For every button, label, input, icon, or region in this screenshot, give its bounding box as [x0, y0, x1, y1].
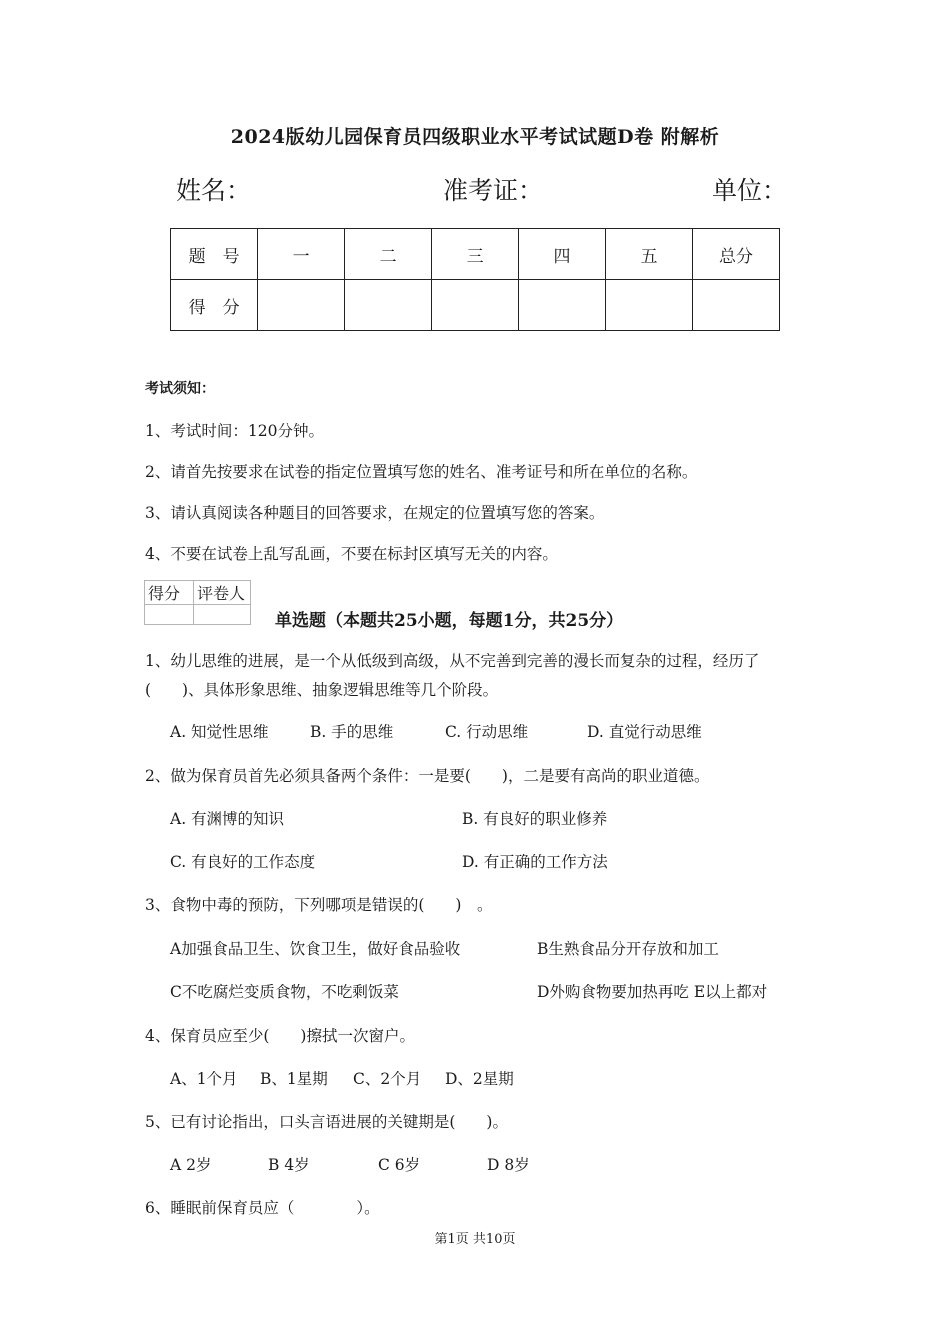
question-3-option-a: A加强食品卫生、饮食卫生，做好食品验收 — [170, 940, 461, 958]
page-title: 2024版幼儿园保育员四级职业水平考试试题D卷 附解析 — [230, 126, 720, 148]
question-3-option-c: C不吃腐烂变质食物，不吃剩饭菜 — [170, 983, 399, 1001]
score-header-cell: 一 — [258, 229, 345, 280]
question-1-option-d: D. 直觉行动思维 — [587, 723, 702, 741]
question-3-option-b: B生熟食品分开存放和加工 — [537, 940, 719, 958]
name-field-label: 姓名： — [176, 176, 252, 205]
score-cell — [606, 280, 693, 331]
score-cell — [692, 280, 779, 331]
grader-score-label: 得分 — [145, 581, 194, 605]
score-header-cell: 题 号 — [171, 229, 258, 280]
question-4-stem: 4、保育员应至少( )擦拭一次窗户。 — [145, 1027, 415, 1045]
question-1-stem-cont: ( )、具体形象思维、抽象逻辑思维等几个阶段。 — [145, 681, 499, 699]
grader-table — [144, 580, 251, 625]
question-4-option-b: B、1星期 — [260, 1070, 328, 1088]
question-5-option-b: B 4岁 — [268, 1156, 310, 1174]
score-cell — [258, 280, 345, 331]
question-4-option-d: D、2星期 — [445, 1070, 514, 1088]
score-row-label: 得 分 — [171, 280, 258, 331]
score-header-cell: 二 — [345, 229, 432, 280]
notes-title: 考试须知： — [145, 381, 215, 397]
question-1-stem: 1、幼儿思维的进展，是一个从低级到高级，从不完善到完善的漫长而复杂的过程，经历了 — [145, 652, 760, 670]
question-6-stem: 6、睡眠前保育员应（ ）。 — [145, 1199, 380, 1217]
grader-reviewer-cell — [194, 605, 251, 625]
score-table — [170, 228, 780, 331]
notes-item: 4、不要在试卷上乱写乱画，不要在标封区填写无关的内容。 — [145, 545, 558, 563]
question-2-option-d: D. 有正确的工作方法 — [462, 853, 608, 871]
score-header-cell: 三 — [432, 229, 519, 280]
question-5-option-d: D 8岁 — [487, 1156, 530, 1174]
notes-item: 2、请首先按要求在试卷的指定位置填写您的姓名、准考证号和所在单位的名称。 — [145, 463, 698, 481]
grader-reviewer-label: 评卷人 — [194, 581, 251, 605]
question-2-option-b: B. 有良好的职业修养 — [462, 810, 608, 828]
question-5-option-c: C 6岁 — [378, 1156, 421, 1174]
score-table-score-row — [171, 280, 780, 331]
score-cell — [519, 280, 606, 331]
question-1-option-b: B. 手的思维 — [310, 723, 394, 741]
score-header-cell: 总分 — [692, 229, 779, 280]
notes-item: 1、考试时间：120分钟。 — [145, 422, 324, 440]
section-title: 单选题（本题共25小题，每题1分，共25分） — [275, 611, 624, 631]
question-1-option-a: A. 知觉性思维 — [170, 723, 269, 741]
question-1-option-c: C. 行动思维 — [445, 723, 529, 741]
grader-score-cell — [145, 605, 194, 625]
question-4-option-a: A、1个月 — [170, 1070, 238, 1088]
unit-field-label: 单位： — [712, 176, 788, 205]
question-2-option-a: A. 有渊博的知识 — [170, 810, 285, 828]
notes-item: 3、请认真阅读各种题目的回答要求，在规定的位置填写您的答案。 — [145, 504, 605, 522]
question-5-stem: 5、已有讨论指出，口头言语进展的关键期是( )。 — [145, 1113, 508, 1131]
score-cell — [432, 280, 519, 331]
question-3-stem: 3、食物中毒的预防，下列哪项是错误的( ) 。 — [145, 896, 493, 914]
question-3-option-de: D外购食物要加热再吃 E以上都对 — [537, 983, 768, 1001]
question-5-option-a: A 2岁 — [170, 1156, 212, 1174]
exam-number-field-label: 准考证： — [443, 176, 544, 205]
page-footer: 第1页 共10页 — [434, 1232, 516, 1247]
question-2-stem: 2、做为保育员首先必须具备两个条件：一是要( )，二是要有高尚的职业道德。 — [145, 767, 710, 785]
score-cell — [345, 280, 432, 331]
score-header-cell: 五 — [606, 229, 693, 280]
score-header-cell: 四 — [519, 229, 606, 280]
question-4-option-c: C、2个月 — [353, 1070, 422, 1088]
score-table-header-row — [171, 229, 780, 280]
question-2-option-c: C. 有良好的工作态度 — [170, 853, 316, 871]
